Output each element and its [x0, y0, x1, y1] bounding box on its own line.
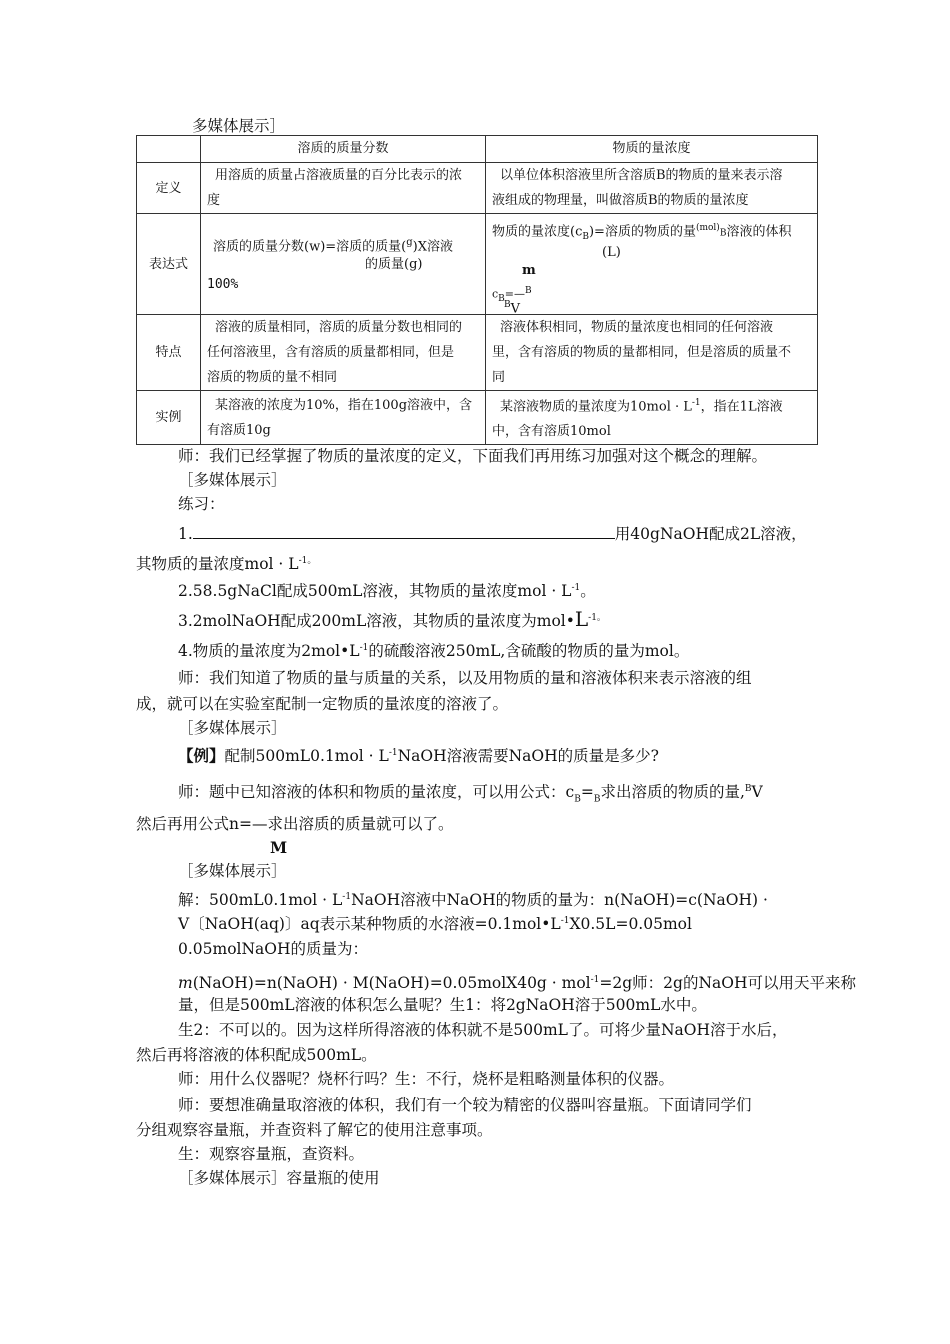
exercise-1: 1. 用40gNaOH配成2L溶液，	[178, 525, 807, 543]
solution-line-3: 0.05molNaOH的质量为：	[178, 940, 369, 958]
solution-line-5: 量，但是500mL溶液的体积怎么量呢？生1：将2gNaOH溶于500mL水中。	[178, 996, 707, 1014]
worked-example: 【例】配制$500mL0.1mol \cdot L^{-1}NaOH$溶液需要NaOH的质量是多少?	[178, 746, 659, 766]
teacher-line-2a: 师：我们知道了物质的量与质量的关系，以及用物质的量和溶液体积来表示溶液的组	[178, 669, 752, 687]
expression-molar-concentration: 物质的量浓度$(c_B)=$溶质的物质的量$^{(mol)}$B溶液的体积 (L) m $c_B=—^B$ $^B$V	[486, 214, 818, 315]
row-label-features: 特点	[137, 315, 201, 391]
exercise-heading: 练习：	[178, 495, 225, 513]
solution-line-4: m(NaOH)=n(NaOH) · M(NaOH)=0.05molX40g · mol$^{-1}$=2g师：2g的NaOH可以用天平来称	[178, 974, 856, 993]
teacher-line-5b: 分组观察容量瓶，并查资料了解它的使用注意事项。	[136, 1121, 493, 1139]
teacher-line-3a: 师：题中已知溶液的体积和物质的量浓度，可以用公式：$c_B=_B$求出溶质的物质的量,$^B$V	[178, 783, 763, 805]
example-molar-concentration: 某溶液物质的量浓度为$10mol \cdot L^{-1}$，指在1L溶液 中，含有溶质10mol	[486, 391, 818, 445]
student-2-line-a: 生2：不可以的。因为这样所得溶液的体积就不是500mL了。可将少量NaOH溶于水后，	[178, 1021, 788, 1039]
molarity-formula: m $c_B=—^B$ $^B$V	[492, 262, 536, 317]
teacher-line-1: 师：我们已经掌握了物质的量浓度的定义，下面我们再用练习加强对这个概念的理解。	[178, 447, 768, 465]
table-row-features	[137, 315, 818, 391]
multimedia-label-2: ［多媒体展示］	[178, 719, 287, 737]
table-corner-cell	[137, 136, 201, 163]
multimedia-label-3: ［多媒体展示］	[178, 862, 287, 880]
definition-molar-concentration: 以单位体积溶液里所含溶质B的物质的量来表示溶 液组成的物理量，叫做溶质B的物质的量浓度	[486, 163, 818, 214]
teacher-line-2b: 成，就可以在实验室配制一定物质的量浓度的溶液了。	[136, 695, 509, 713]
exercise-3: 3.2molNaOH配成200mL溶液，其物质的量浓度为$mol•L^{-1。}$	[178, 607, 606, 632]
multimedia-label-4: ［多媒体展示］容量瓶的使用	[178, 1169, 380, 1187]
table-row-expression	[137, 214, 818, 315]
solution-line-2: V〔NaOH(aq)〕aq表示某种物质的水溶液$=0.1mol•L^{-1}X0.5L=0.05mol$	[178, 915, 692, 934]
example-mass-fraction: 某溶液的浓度为10%，指在100g溶液中，含 有溶质10g	[201, 391, 486, 445]
definition-mass-fraction: 用溶质的质量占溶液质量的百分比表示的浓 度	[201, 163, 486, 214]
exercise-1-cont: 其物质的量浓度mol · $L^{-1。}$	[136, 555, 317, 574]
col-header-molar-concentration: 物质的量浓度	[486, 136, 818, 163]
teacher-line-5a: 师：要想准确量取溶液的体积，我们有一个较为精密的仪器叫容量瓶。下面请同学们	[178, 1096, 752, 1114]
teacher-line-3b: 然后再用公式n=—求出溶质的质量就可以了。	[136, 815, 454, 833]
row-label-example: 实例	[137, 391, 201, 445]
student-2-line-b: 然后再将溶液的体积配成500mL。	[136, 1046, 377, 1064]
expression-mass-fraction: 溶质的质量分数(w)=溶质的质量($^g$)X溶液 的质量(g) 100%	[201, 214, 486, 315]
row-label-definition: 定义	[137, 163, 201, 214]
features-mass-fraction: 溶液的质量相同，溶质的质量分数也相同的 任何溶液里，含有溶质的质量都相同，但是 溶质的物质的量不相同	[201, 315, 486, 391]
answer-blank	[193, 523, 615, 539]
solution-line-1: 解：$500mL0.1mol \cdot L^{-1}NaOH$溶液中NaOH的物质的量为：n(NaOH)=c(NaOH) ·	[178, 891, 768, 910]
table-row-definition	[137, 163, 818, 214]
exercise-4: 4.物质的量浓度为$2mol•L^{-1}$的硫酸溶液250mL,含硫酸的物质的量为mol。	[178, 642, 690, 661]
exercise-2: 2.58.5gNaCl配成500mL溶液，其物质的量浓度mol · $L^{-1}$。	[178, 582, 596, 601]
comparison-table	[136, 135, 818, 445]
teacher-line-4: 师：用什么仪器呢？烧杯行吗？生：不行，烧杯是粗略测量体积的仪器。	[178, 1070, 675, 1088]
table-row-example	[137, 391, 818, 445]
col-header-mass-fraction: 溶质的质量分数	[201, 136, 486, 163]
row-label-expression: 表达式	[137, 214, 201, 315]
table-header-row	[137, 136, 818, 163]
features-molar-concentration: 溶液体积相同，物质的量浓度也相同的任何溶液 里，含有溶质的物质的量都相同，但是溶质的质量不 同	[486, 315, 818, 391]
multimedia-label-1: ［多媒体展示］	[178, 471, 287, 489]
student-line-observe: 生：观察容量瓶，查资料。	[178, 1145, 365, 1163]
section-header: 多媒体展示］	[192, 117, 286, 135]
formula-denominator-M: M	[270, 838, 288, 857]
